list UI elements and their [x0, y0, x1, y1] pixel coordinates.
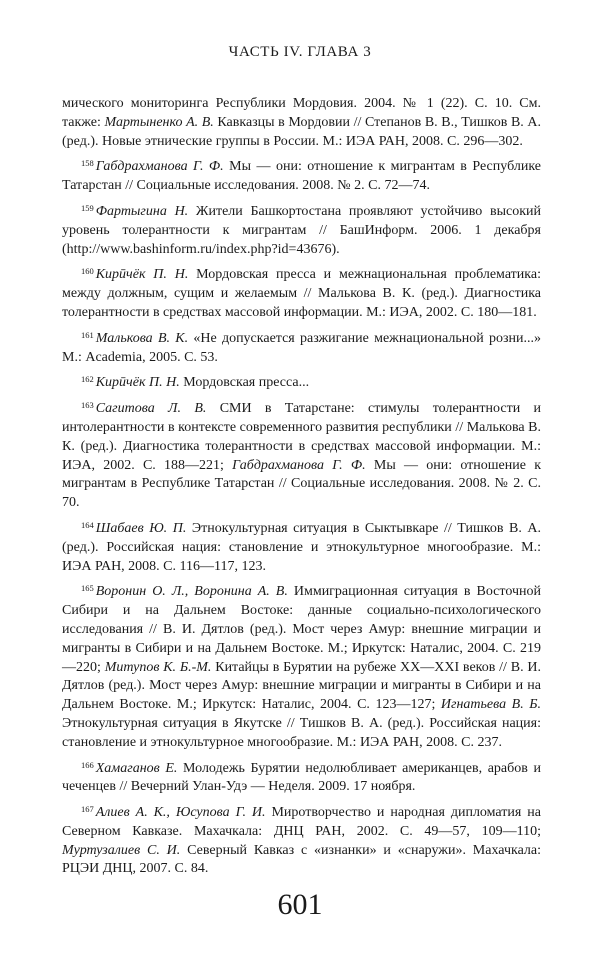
footnote-author: Фартыгина Н.: [95, 203, 189, 219]
footnote-author: Кирӣчёк П. Н.: [95, 375, 180, 391]
footnote-text: Мы — они: отношение к мигрантам в Республике Татарстан // Социальные исследования. 2008. № 2. С. 70.: [62, 457, 541, 511]
footnote: [62, 396, 541, 513]
footnote-text: Мордовская пресса и межнациональная проблематика: между должным, сущим и желаемым // Малькова В. К. (ред.). Диагностика толерантности в средствах массовой информации. М.: ИЭА, 2002. С. 180—181.: [62, 267, 541, 320]
footnote: [62, 800, 541, 879]
footnote-number: 158: [81, 158, 94, 169]
footnote-author: Шабаев Ю. П.: [95, 520, 187, 536]
footnote-text: Молодежь Бурятии недолюбливает американцев, арабов и чеченцев // Вечерний Улан-Удэ — Неделя. 2009. 17 ноября.: [62, 760, 541, 795]
footnote: [62, 516, 541, 576]
footnote-author: Игнатьева В. Б.: [440, 697, 541, 713]
footnote-text: Мордовская пресса...: [179, 375, 310, 391]
footnote-text: Мы — они: отношение к мигрантам в Республике Татарстан // Социальные исследования. 2008. № 2. С. 72—74.: [62, 159, 542, 194]
footnote-author: Муртузалиев С. И.: [62, 842, 181, 858]
footnote-author: Алиев А. К., Юсупова Г. И.: [95, 805, 266, 821]
footnote-text: Китайцы в Бурятии на рубеже XX—XXI веков // В. И. Дятлов (ред.). Мост через Амур: внешние миграции и мигранты в Сибири и на Дальнем Востоке. М.; Иркутск: Наталис, 2004. С. 123—127;: [62, 659, 542, 713]
footnote-text: Иммиграционная ситуация в Восточной Сибири и на Дальнем Востоке: данные социально-психологического исследования // В. И. Дятлов (ред.). Мост через Амур: внешние миграции и мигранты в Сибири и на Дальнем Востоке. М.; Иркутск: Наталис, 2004. С. 219—220;: [62, 584, 541, 675]
footnote-text: СМИ в Татарстане: стимулы толерантности и интолерантности в контексте современного развития республики // Малькова В. К. (ред.). Диагностика толерантности в средствах массовой информации. М.: ИЭА, 2002. С. 188—221;: [62, 401, 541, 473]
footnote-author: Малькова В. К.: [95, 330, 189, 346]
footnote: [62, 326, 541, 368]
footnote: [62, 262, 541, 322]
footnote-text: Северный Кавказ с «изнанки» и «снаружи». Махачкала: РЦЭИ ДНЦ, 2007. С. 84.: [62, 842, 541, 877]
footnote-author: Мартыненко А. В.: [104, 114, 214, 130]
page-number: 601: [277, 888, 323, 921]
footnote-author: Сагитова Л. В.: [95, 401, 207, 417]
footnote: [62, 154, 541, 196]
footnote-text: Жители Башкортостана проявляют устойчиво высокий уровень толерантности к мигрантам // БашИнформ. 2006. 1 декабря (http://www.bashinform.ru/index.php?id=43676).: [62, 203, 542, 257]
footnote: [62, 95, 541, 151]
footnote-number: 166: [81, 759, 94, 770]
footnote-text: Этнокультурная ситуация в Якутске // Тишков В. А. (ред.). Российская нация: становление и этнокультурное многообразие. М.: ИЭА РАН, 2008. С. 237.: [62, 715, 541, 750]
footnote-number: 161: [81, 329, 94, 340]
footnote-text: Кавказцы в Мордовии // Степанов В. В., Тишков В. А. (ред.). Новые этнические группы в России. М.: ИЭА РАН, 2008. С. 296—302.: [62, 114, 541, 149]
footnote-number: 162: [81, 374, 94, 385]
footnote-author: Кирӣчёк П. Н.: [95, 267, 189, 283]
footnote-number: 164: [81, 519, 94, 530]
footnote-number: 165: [81, 583, 94, 594]
running-header: ЧАСТЬ IV. ГЛАВА 3: [228, 44, 372, 60]
footnote-number: 167: [81, 804, 94, 815]
footnote-author: Габдрахманова Г. Ф.: [232, 457, 366, 473]
footnote-text: «Не допускается разжигание межнациональной розни...» М.: Academia, 2005. С. 53.: [62, 330, 541, 365]
footnote-number: 160: [81, 266, 94, 277]
footnote-number: 159: [81, 202, 94, 213]
footnote-author: Воронин О. Л., Воронина А. В.: [95, 584, 288, 600]
footnote-number: 163: [81, 400, 94, 411]
footnote-author: Митупов К. Б.-М.: [104, 659, 212, 675]
footnote: [62, 199, 541, 259]
footnote: [62, 756, 541, 798]
footnote-author: Габдрахманова Г. Ф.: [95, 159, 224, 175]
footnote-text: Миротворчество и народная дипломатия на Северном Кавказе. Махачкала: ДНЦ РАН, 2002. С. 49—57, 109—110;: [62, 805, 541, 839]
footnote: [62, 579, 541, 752]
footnote: [62, 370, 541, 393]
footnote-text: мического мониторинга Республики Мордовия. 2004. № 1 (22). С. 10. См. также:: [62, 96, 541, 130]
footnote-text: Этнокультурная ситуация в Сыктывкаре // Тишков В. А. (ред.). Российская нация: становление и этнокультурное многообразие. М.: ИЭА РАН, 2008. С. 116—117, 123.: [62, 520, 541, 574]
footnote-author: Хамаганов Е.: [95, 760, 178, 776]
footnotes-list: [62, 95, 541, 882]
